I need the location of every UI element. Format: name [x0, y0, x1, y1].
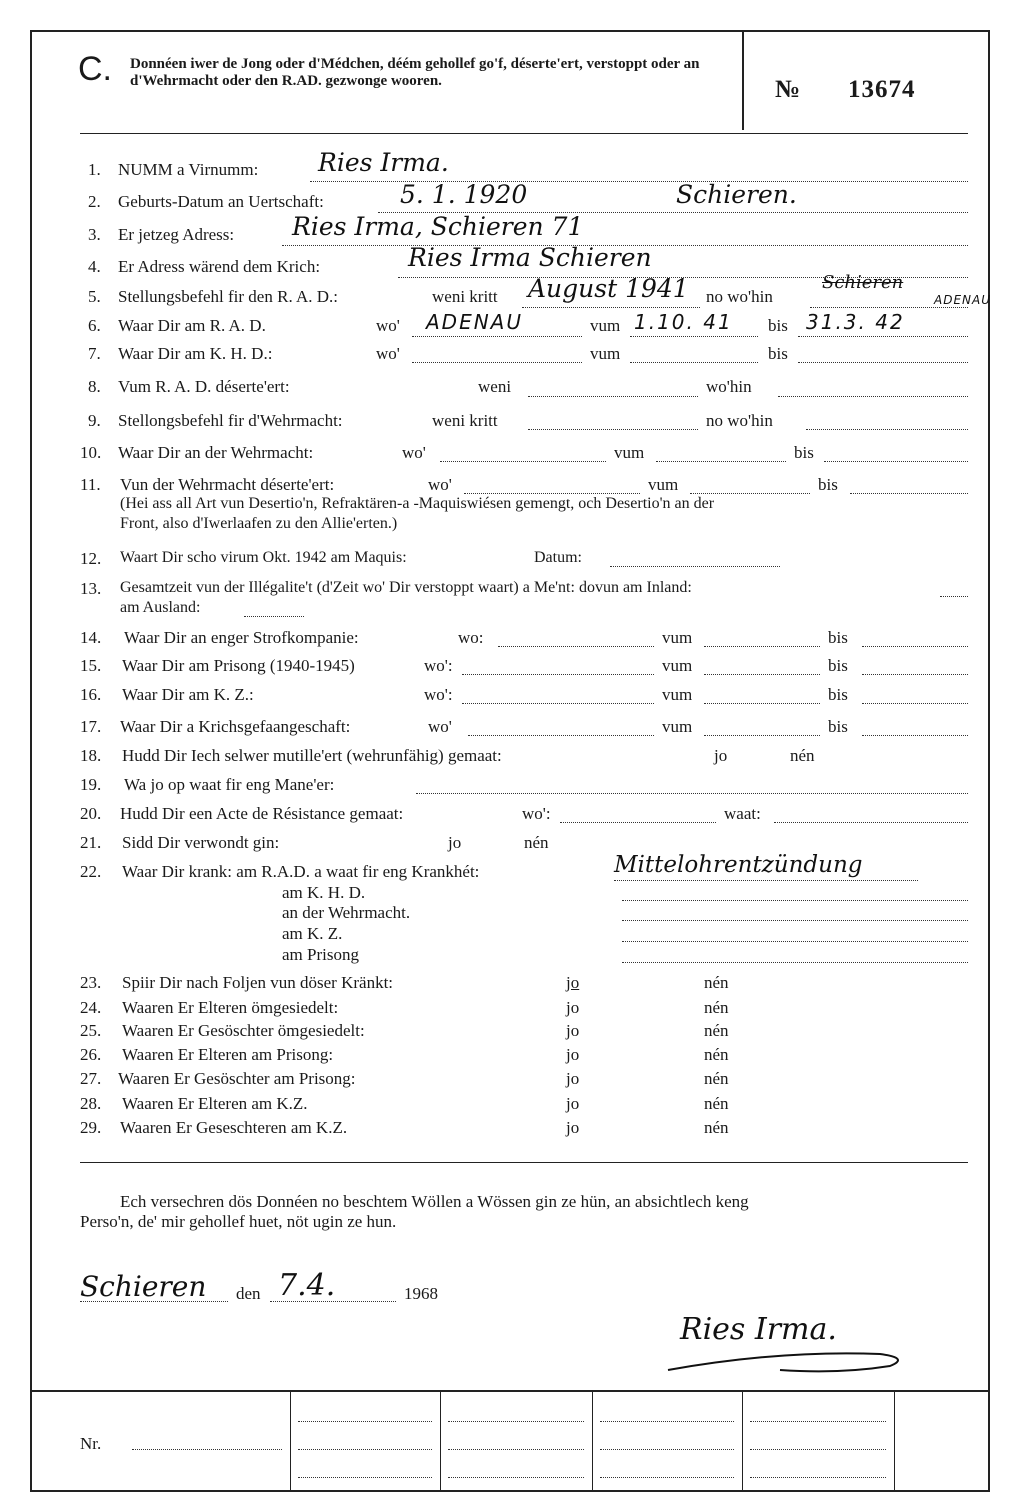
row-15-vum-field[interactable]	[704, 673, 820, 675]
row-22-handwriting: Mittelohrentzündung	[614, 852, 863, 878]
row-24-jo[interactable]: jo	[566, 998, 580, 1017]
row-16-bis-field[interactable]	[862, 702, 968, 704]
row-8-weni-field[interactable]	[528, 395, 698, 397]
row-28-num: 28.	[80, 1094, 102, 1113]
row-25-label: Waaren Er Gesöschter ömgesiedelt:	[122, 1021, 365, 1040]
footer-cell-field-4[interactable]	[448, 1420, 584, 1422]
row-27-nen[interactable]: nén	[704, 1069, 729, 1088]
row-29-nen[interactable]: nén	[704, 1118, 729, 1137]
row-13-inland-field[interactable]	[940, 595, 968, 597]
row-9-label: Stellongsbefehl fir d'Wehrmacht:	[118, 411, 343, 430]
row-15-vum: vum	[662, 656, 693, 675]
row-24-label: Waaren Er Elteren ömgesiedelt:	[122, 998, 339, 1017]
row-6-wo-field[interactable]	[412, 335, 582, 337]
place-handwriting: Schieren	[80, 1270, 207, 1303]
row-13-num: 13.	[80, 579, 102, 598]
row-20-num: 20.	[80, 804, 102, 823]
footer-cell-field-7[interactable]	[600, 1420, 734, 1422]
row-10-vum: vum	[614, 443, 645, 462]
row-22-sub-1-field[interactable]	[622, 899, 968, 901]
row-18-nen[interactable]: nén	[790, 746, 815, 765]
row-6-num: 6.	[88, 316, 101, 335]
row-12-num: 12.	[80, 549, 102, 568]
declaration-line1: Ech versechren dös Donnéen no beschtem Wöllen a Wössen gin ze hün, an absichtlech keng	[120, 1192, 749, 1211]
footer-cell-field-3[interactable]	[298, 1476, 432, 1478]
row-7-wo-field[interactable]	[412, 361, 582, 363]
row-22-sub-2-field[interactable]	[622, 919, 968, 921]
row-6-bis-field[interactable]	[798, 335, 968, 337]
row-17-bis: bis	[828, 717, 848, 736]
row-14-vum-field[interactable]	[704, 645, 820, 647]
row-5-when-field[interactable]	[522, 306, 700, 308]
row-1-handwriting: Ries Irma.	[318, 148, 449, 177]
row-7-label: Waar Dir am K. H. D.:	[118, 344, 273, 363]
row-22-sub-4-field[interactable]	[622, 961, 968, 963]
row-6-vum: vum	[590, 316, 621, 335]
row-16-vum: vum	[662, 685, 693, 704]
row-5-weni: weni kritt	[432, 287, 498, 306]
row-7-vum: vum	[590, 344, 621, 363]
footer-cell-field-6[interactable]	[448, 1476, 584, 1478]
row-18-num: 18.	[80, 746, 102, 765]
row-14-num: 14.	[80, 628, 102, 647]
den-label: den	[236, 1284, 261, 1303]
footer-cell-field-9[interactable]	[600, 1476, 734, 1478]
row-6-label: Waar Dir am R. A. D.	[118, 316, 266, 335]
footer-cell-field-12[interactable]	[750, 1476, 886, 1478]
row-14-wo-field[interactable]	[498, 645, 654, 647]
row-20-wo: wo':	[522, 804, 551, 823]
row-29-jo[interactable]: jo	[566, 1118, 580, 1137]
row-22-field[interactable]	[614, 879, 918, 881]
row-14-vum: vum	[662, 628, 693, 647]
row-15-bis-field[interactable]	[862, 673, 968, 675]
row-16-wo-field[interactable]	[462, 702, 654, 704]
row-26-num: 26.	[80, 1045, 102, 1064]
row-22-num: 22.	[80, 862, 102, 881]
form-number: 13674	[848, 76, 916, 103]
footer-col-3	[592, 1392, 593, 1490]
row-9-weni: weni kritt	[432, 411, 498, 430]
footer-top-rule	[32, 1390, 988, 1392]
row-10-bis-field[interactable]	[824, 460, 968, 462]
row-10-bis: bis	[794, 443, 814, 462]
row-12-label: Waart Dir scho virum Okt. 1942 am Maquis:	[120, 549, 407, 566]
row-16-label: Waar Dir am K. Z.:	[122, 685, 254, 704]
signature-handwriting: Ries Irma.	[680, 1312, 837, 1347]
row-9-num: 9.	[88, 411, 101, 430]
row-22-sub-3: am K. Z.	[282, 924, 343, 943]
form-title: Donnéen iwer de Jong oder d'Médchen, déém gehollef go'f, déserte'ert, verstoppt oder an d'Wehrmacht oder den R.AD. gezwonge wooren.	[130, 56, 700, 89]
row-28-nen[interactable]: nén	[704, 1094, 729, 1113]
number-symbol: №	[775, 76, 802, 103]
row-10-wo-field[interactable]	[440, 460, 606, 462]
row-24-num: 24.	[80, 998, 102, 1017]
row-17-vum-field[interactable]	[704, 734, 820, 736]
row-14-label: Waar Dir an enger Strofkompanie:	[124, 628, 359, 647]
row-15-wo: wo':	[424, 656, 453, 675]
row-6-vum-handwriting: 1.10. 41	[634, 310, 733, 334]
row-28-jo[interactable]: jo	[566, 1094, 580, 1113]
row-20-waat-field[interactable]	[774, 821, 968, 823]
row-11-bis-field[interactable]	[850, 492, 968, 494]
row-5-where-handwriting: Schieren	[822, 272, 904, 293]
row-20-label: Hudd Dir een Acte de Résistance gemaat:	[120, 804, 404, 823]
row-7-bis: bis	[768, 344, 788, 363]
row-25-nen[interactable]: nén	[704, 1021, 729, 1040]
row-23-label: Spiir Dir nach Foljen vun döser Kränkt:	[122, 973, 394, 992]
row-15-label: Waar Dir am Prisong (1940-1945)	[122, 656, 355, 675]
row-14-bis-field[interactable]	[862, 645, 968, 647]
row-11-note-line1: (Hei ass all Art vun Desertio'n, Refraktären-a -Maquiswiésen gemengt, och Desertio'n an der	[120, 495, 715, 512]
row-25-jo[interactable]: jo	[566, 1021, 580, 1040]
row-22-sub-4: am Prisong	[282, 945, 359, 964]
row-15-wo-field[interactable]	[462, 673, 654, 675]
row-8-label: Vum R. A. D. déserte'ert:	[118, 377, 290, 396]
footer-col-5	[894, 1392, 895, 1490]
section-rule	[80, 1162, 968, 1163]
footer-col-4	[742, 1392, 743, 1490]
date-handwriting: 7.4.	[278, 1268, 336, 1303]
signature-flourish	[660, 1340, 920, 1380]
row-11-label: Vun der Wehrmacht déserte'ert:	[120, 475, 335, 494]
row-11-note-line2: Front, also d'Iwerlaafen zu den Allie'erten.)	[120, 515, 398, 532]
header-rule	[80, 133, 968, 134]
section-letter: C.	[78, 50, 112, 88]
header-divider	[742, 32, 744, 130]
row-26-label: Waaren Er Elteren am Prisong:	[122, 1045, 334, 1064]
footer-cell-field-10[interactable]	[750, 1420, 886, 1422]
row-12-datum-field[interactable]	[610, 565, 780, 567]
row-18-label: Hudd Dir Iech selwer mutille'ert (wehrunfähig) gemaat:	[122, 746, 502, 765]
row-15-bis: bis	[828, 656, 848, 675]
row-13-label: Gesamtzeit vun der Illégalite't (d'Zeit wo' Dir verstoppt waart) a Me'nt: dovun am Inland:	[120, 579, 692, 596]
row-6-wo-handwriting: ADENAU	[426, 310, 523, 334]
row-11-num: 11.	[80, 475, 101, 494]
row-9-nowohin-field[interactable]	[806, 428, 968, 430]
row-15-num: 15.	[80, 656, 102, 675]
row-16-num: 16.	[80, 685, 102, 704]
row-16-bis: bis	[828, 685, 848, 704]
row-10-vum-field[interactable]	[656, 460, 786, 462]
row-21-label: Sidd Dir verwondt gin:	[122, 833, 280, 852]
row-11-wo: wo'	[428, 475, 452, 494]
row-17-label: Waar Dir a Krichsgefaangeschaft:	[120, 717, 351, 736]
row-23-nen[interactable]: nén	[704, 973, 729, 992]
footer-cell-field-5[interactable]	[448, 1448, 584, 1450]
row-10-num: 10.	[80, 443, 102, 462]
row-19-num: 19.	[80, 775, 102, 794]
row-4-num: 4.	[88, 257, 101, 276]
row-6-vum-field[interactable]	[630, 335, 758, 337]
row-26-jo[interactable]: jo	[566, 1045, 580, 1064]
row-8-num: 8.	[88, 377, 101, 396]
row-23-num: 23.	[80, 973, 102, 992]
row-6-bis: bis	[768, 316, 788, 335]
row-11-wo-field[interactable]	[464, 492, 640, 494]
row-3-label: Er jetzeg Adress:	[118, 225, 235, 244]
row-27-num: 27.	[80, 1069, 102, 1088]
row-3-num: 3.	[88, 225, 101, 244]
row-7-wo: wo'	[376, 344, 400, 363]
row-28-label: Waaren Er Elteren am K.Z.	[122, 1094, 308, 1113]
footer-cell-field-1[interactable]	[298, 1420, 432, 1422]
row-17-wo-field[interactable]	[468, 734, 654, 736]
row-20-waat: waat:	[724, 804, 761, 823]
row-27-label: Waaren Er Gesöschter am Prisong:	[118, 1069, 356, 1088]
nr-field[interactable]	[132, 1448, 282, 1450]
row-1-label: NUMM a Virnumm:	[118, 160, 259, 179]
row-23-jo[interactable]: jo	[566, 973, 580, 992]
row-11-vum: vum	[648, 475, 679, 494]
row-2-place-handwriting: Schieren.	[676, 180, 797, 209]
row-13-ausland-field[interactable]	[244, 615, 304, 617]
row-18-jo[interactable]: jo	[714, 746, 728, 765]
row-5-num: 5.	[88, 287, 101, 306]
row-7-bis-field[interactable]	[798, 361, 968, 363]
row-29-label: Waaren Er Geseschteren am K.Z.	[120, 1118, 348, 1137]
row-6-bis-handwriting: 31.3. 42	[806, 310, 905, 334]
row-16-wo: wo':	[424, 685, 453, 704]
row-7-num: 7.	[88, 344, 101, 363]
row-22-sub-1: am K. H. D.	[282, 883, 366, 902]
row-2-label: Geburts-Datum an Uertschaft:	[118, 192, 324, 211]
row-22-label: Waar Dir krank: am R.A.D. a waat fir eng Krankhét:	[122, 862, 480, 881]
row-17-wo: wo'	[428, 717, 452, 736]
footer-cell-field-11[interactable]	[750, 1448, 886, 1450]
row-10-wo: wo'	[402, 443, 426, 462]
row-22-sub-3-field[interactable]	[622, 940, 968, 942]
footer-cell-field-2[interactable]	[298, 1448, 432, 1450]
footer-col-1	[290, 1392, 291, 1490]
row-9-nowohin: no wo'hin	[706, 411, 773, 430]
row-4-handwriting: Ries Irma Schieren	[408, 243, 652, 272]
year-label: 1968	[404, 1284, 438, 1303]
row-8-wohin: wo'hin	[706, 377, 752, 396]
row-7-vum-field[interactable]	[630, 361, 758, 363]
row-16-vum-field[interactable]	[704, 702, 820, 704]
row-17-num: 17.	[80, 717, 102, 736]
row-17-vum: vum	[662, 717, 693, 736]
row-10-label: Waar Dir an der Wehrmacht:	[118, 443, 314, 462]
row-24-nen[interactable]: nén	[704, 998, 729, 1017]
row-27-jo[interactable]: jo	[566, 1069, 580, 1088]
row-13-label2: am Ausland:	[120, 599, 201, 616]
row-1-num: 1.	[88, 160, 101, 179]
row-2-date-handwriting: 5. 1. 1920	[400, 180, 528, 209]
row-11-bis: bis	[818, 475, 838, 494]
row-26-nen[interactable]: nén	[704, 1045, 729, 1064]
row-5-label: Stellungsbefehl fir den R. A. D.:	[118, 287, 339, 306]
row-20-wo-field[interactable]	[560, 821, 716, 823]
row-17-bis-field[interactable]	[862, 734, 968, 736]
row-2-num: 2.	[88, 192, 101, 211]
row-14-wo: wo:	[458, 628, 484, 647]
row-6-wo: wo'	[376, 316, 400, 335]
nr-label: Nr.	[80, 1434, 102, 1453]
footer-col-2	[440, 1392, 441, 1490]
row-8-weni: weni	[478, 377, 512, 396]
row-14-bis: bis	[828, 628, 848, 647]
row-5-when-handwriting: August 1941	[528, 274, 689, 303]
row-5-nowohin: no wo'hin	[706, 287, 773, 306]
row-19-field[interactable]	[416, 792, 968, 794]
footer-cell-field-8[interactable]	[600, 1448, 734, 1450]
row-4-label: Er Adress wärend dem Krich:	[118, 257, 321, 276]
row-5-where-handwriting-2: ADENAU	[934, 293, 991, 307]
row-29-num: 29.	[80, 1118, 102, 1137]
row-9-weni-field[interactable]	[528, 428, 698, 430]
row-19-label: Wa jo op waat fir eng Mane'er:	[124, 775, 335, 794]
row-12-datum: Datum:	[534, 549, 582, 566]
row-21-nen[interactable]: nén	[524, 833, 549, 852]
declaration-line2: Perso'n, de' mir gehollef huet, nöt ugin ze hun.	[80, 1212, 397, 1231]
row-22-sub-2: an der Wehrmacht.	[282, 903, 411, 922]
row-21-jo[interactable]: jo	[448, 833, 462, 852]
row-11-vum-field[interactable]	[690, 492, 810, 494]
row-25-num: 25.	[80, 1021, 102, 1040]
row-8-wohin-field[interactable]	[778, 395, 968, 397]
row-21-num: 21.	[80, 833, 102, 852]
row-3-handwriting: Ries Irma, Schieren 71	[292, 212, 584, 241]
